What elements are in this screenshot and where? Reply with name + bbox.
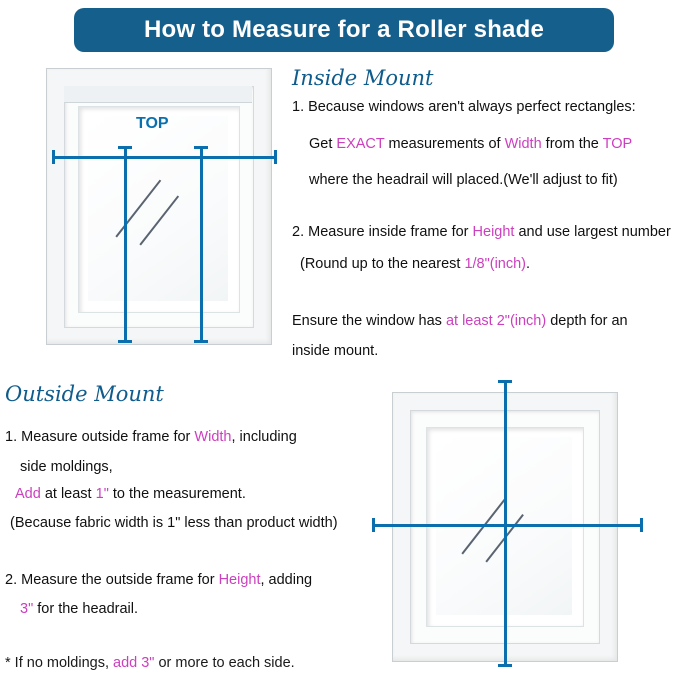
outside-mount-line-6: [20, 601, 138, 618]
inside-mount-heading: Inside Mount: [292, 66, 434, 90]
outside-height-measure-cap-bottom: [498, 664, 512, 667]
text-run: .: [526, 256, 531, 272]
text-run: add 3": [113, 655, 155, 671]
text-run: EXACT: [336, 136, 385, 152]
page-title: How to Measure for a Roller shade: [143, 16, 545, 43]
text-run: 1. Measure outside frame for: [5, 429, 195, 445]
height-measure-cap-bottom-right: [194, 340, 208, 343]
outside-width-measure-cap-left: [372, 518, 375, 532]
inside-mount-line-4: [292, 224, 671, 241]
outside-width-measure-cap-right: [640, 518, 643, 532]
text-run: inside mount.: [292, 343, 379, 359]
width-measure-cap-left: [52, 150, 55, 164]
height-measure-cap-top-left: [118, 146, 132, 149]
text-run: at least: [40, 486, 96, 502]
text-run: side moldings,: [20, 459, 113, 475]
outside-height-measure-line: [504, 380, 507, 666]
inside-mount-window-diagram: [8, 58, 278, 348]
text-run: Get: [309, 136, 337, 152]
glass-streak-icon: [139, 195, 178, 245]
page-title-banner: [74, 8, 614, 52]
text-run: (Round up to the nearest: [300, 256, 465, 272]
text-run: , including: [231, 429, 297, 445]
outside-mount-footnote: [5, 655, 295, 671]
outside-mount-line-5: [5, 572, 312, 589]
top-label: TOP: [136, 115, 169, 132]
text-run: * If no moldings,: [5, 655, 113, 671]
height-measure-cap-bottom-left: [118, 340, 132, 343]
text-run: or more to each side.: [154, 655, 295, 671]
text-run: 2. Measure inside frame for: [292, 224, 473, 240]
inside-mount-line-3: [309, 172, 618, 189]
outside-mount-heading: Outside Mount: [5, 382, 164, 406]
height-measure-cap-top-right: [194, 146, 208, 149]
text-run: at least 2"(inch): [445, 313, 547, 329]
text-run: to the measurement.: [108, 486, 246, 502]
width-measure-cap-right: [274, 150, 277, 164]
width-measure-line: [52, 156, 276, 159]
text-run: measurements of: [384, 136, 505, 152]
text-run: Width: [504, 136, 542, 152]
text-run: TOP: [602, 136, 633, 152]
text-run: depth for an: [546, 313, 628, 329]
outside-mount-line-1: [5, 429, 297, 446]
height-measure-line-right: [200, 146, 203, 342]
text-run: Add: [15, 486, 41, 502]
text-run: 1": [95, 486, 109, 502]
glass-streak-icon: [115, 180, 161, 238]
window-headrail-area: [64, 86, 252, 103]
outside-mount-line-2: [20, 459, 113, 476]
window-glass: [88, 116, 228, 301]
text-run: Height: [472, 224, 515, 240]
outside-mount-window-diagram: [358, 372, 658, 672]
text-run: 1. Because windows aren't always perfect rectangles:: [292, 99, 636, 115]
text-run: , adding: [260, 572, 313, 588]
height-measure-line-left: [124, 146, 127, 342]
text-run: 2. Measure the outside frame for: [5, 572, 219, 588]
outside-height-measure-cap-top: [498, 380, 512, 383]
text-run: Height: [218, 572, 261, 588]
text-run: Width: [194, 429, 232, 445]
outside-mount-line-3: [15, 486, 246, 503]
text-run: 1/8"(inch): [464, 256, 527, 272]
inside-mount-line-1: [292, 99, 636, 116]
outside-width-measure-line: [372, 524, 642, 527]
inside-mount-line-2: [309, 136, 632, 153]
text-run: and use largest number: [514, 224, 671, 240]
inside-mount-line-6: [292, 313, 628, 330]
text-run: where the headrail will placed.(We'll adjust to fit): [309, 172, 618, 188]
text-run: from the: [541, 136, 603, 152]
inside-mount-line-7: [292, 343, 378, 360]
outside-mount-line-4: [10, 515, 338, 532]
text-run: (Because fabric width is 1" less than product width): [10, 515, 338, 531]
text-run: Ensure the window has: [292, 313, 446, 329]
text-run: 3": [20, 601, 34, 617]
text-run: for the headrail.: [33, 601, 139, 617]
inside-mount-line-5: [300, 256, 530, 273]
